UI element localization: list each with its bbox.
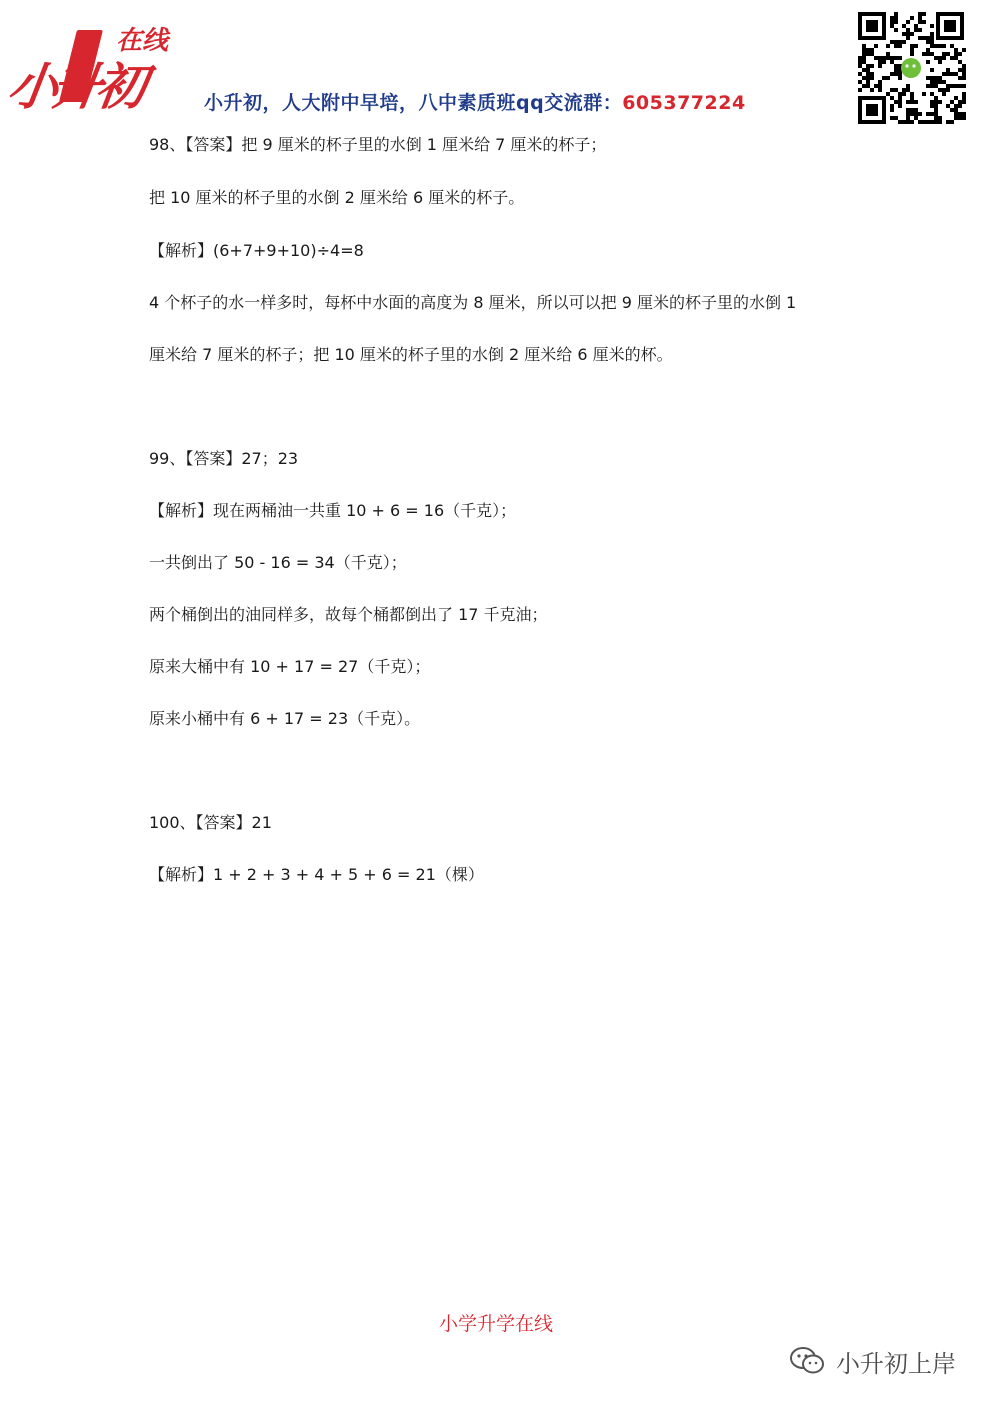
header-group-info: [204, 88, 746, 115]
group-text: 小升初，人大附中早培，八中素质班qq交流群：: [204, 92, 623, 114]
group-number: 605377224: [622, 92, 746, 114]
wechat-icon: [788, 1345, 828, 1377]
qr-code-icon: [856, 10, 966, 126]
analysis-99-line-5: 原来小桶中有 6 + 17 = 23（千克）。: [149, 709, 421, 728]
analysis-99-line-4: 原来大桶中有 10 + 17 = 27（千克）；: [149, 657, 431, 676]
analysis-98-line-2: 4 个杯子的水一样多时，每杯中水面的高度为 8 厘米，所以可以把 9 厘米的杯子里的水倒 1: [149, 293, 797, 312]
answer-98-line-1: 98、【答案】把 9 厘米的杯子里的水倒 1 厘米给 7 厘米的杯子；: [149, 135, 607, 154]
answer-100-line-1: 100、【答案】21: [149, 813, 272, 832]
analysis-98-line-3: 厘米给 7 厘米的杯子；把 10 厘米的杯子里的水倒 2 厘米给 6 厘米的杯。: [149, 345, 673, 364]
analysis-98-line-1: 【解析】(6+7+9+10)÷4=8: [149, 241, 364, 260]
watermark-text: 小升初上岸: [836, 1349, 956, 1378]
analysis-99-line-3: 两个桶倒出的油同样多，故每个桶都倒出了 17 千克油；: [149, 605, 548, 624]
analysis-99-line-1: 【解析】现在两桶油一共重 10 + 6 = 16（千克）；: [149, 501, 517, 520]
logo-sub-text: 在线: [116, 26, 169, 56]
footer-text: 小学升学在线: [438, 1313, 553, 1335]
answer-98-line-2: 把 10 厘米的杯子里的水倒 2 厘米给 6 厘米的杯子。: [149, 188, 525, 207]
answer-99-line-1: 99、【答案】27；23: [149, 449, 299, 468]
logo-main-text: 小升初: [3, 58, 145, 116]
analysis-99-line-2: 一共倒出了 50 - 16 = 34（千克）；: [149, 553, 407, 572]
site-logo: [3, 26, 174, 118]
analysis-100-line-1: 【解析】1 + 2 + 3 + 4 + 5 + 6 = 21（棵）: [149, 865, 484, 884]
wechat-watermark: [788, 1344, 956, 1378]
